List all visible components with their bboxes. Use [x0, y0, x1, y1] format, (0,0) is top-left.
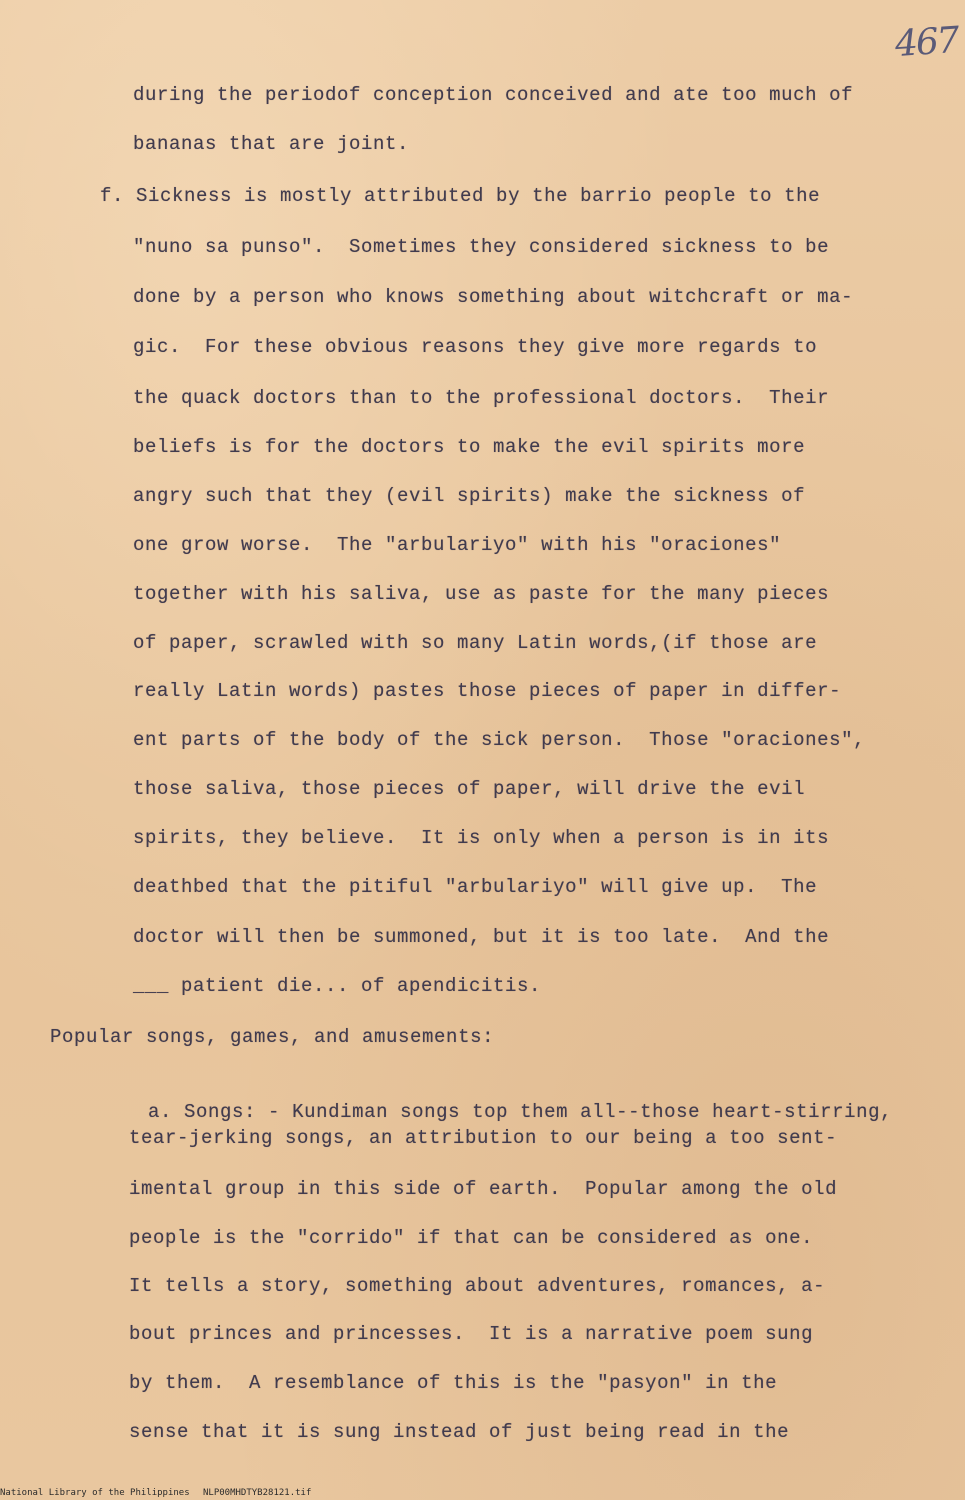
text-line: "nuno sa punso". Sometimes they considered sickness to be — [133, 236, 830, 258]
text-line: imental group in this side of earth. Popular among the old — [129, 1178, 838, 1200]
text-line: really Latin words) pastes those pieces of paper in differ- — [133, 680, 842, 702]
list-marker: a. — [148, 1101, 173, 1123]
text-line: doctor will then be summoned, but it is too late. And the — [133, 926, 830, 948]
text-line: by them. A resemblance of this is the "pasyon" in the — [129, 1372, 778, 1394]
handwritten-page-number: 467 — [893, 19, 960, 66]
text-line: ent parts of the body of the sick person. Those "oraciones", — [133, 729, 866, 751]
text-line: It tells a story, something about adventures, romances, a- — [129, 1275, 826, 1297]
text-line: during the periodof conception conceived and ate too much of — [133, 84, 854, 106]
text-line: done by a person who knows something about witchcraft or ma- — [133, 286, 854, 308]
text-line: spirits, they believe. It is only when a person is in its — [133, 827, 830, 849]
footer-filename: NLP00MHDTYB28121.tif — [203, 1488, 312, 1498]
text-line: the quack doctors than to the professional doctors. Their — [133, 387, 830, 409]
footer-library: National Library of the Philippines — [0, 1488, 190, 1498]
text-line: people is the "corrido" if that can be considered as one. — [129, 1227, 814, 1249]
text-line: f. Sickness is mostly attributed by the barrio people to the — [100, 185, 821, 207]
text-line: bananas that are joint. — [133, 133, 410, 155]
text-line: of paper, scrawled with so many Latin words,(if those are — [133, 632, 818, 654]
text-line: angry such that they (evil spirits) make the sickness of — [133, 485, 806, 507]
text-line: one grow worse. The "arbulariyo" with his "oraciones" — [133, 534, 782, 556]
text-line: together with his saliva, use as paste for the many pieces — [133, 583, 830, 605]
text-line: deathbed that the pitiful "arbulariyo" will give up. The — [133, 876, 818, 898]
text-line: gic. For these obvious reasons they give more regards to — [133, 336, 818, 358]
songs-paragraph-start: Songs: - Kundiman songs top them all--those heart-stirring, — [184, 1101, 893, 1123]
text-line: tear-jerking songs, an attribution to our being a too sent- — [129, 1127, 838, 1149]
section-heading: Popular songs, games, and amusements: — [50, 1026, 495, 1048]
text-line: bout princes and princesses. It is a narrative poem sung — [129, 1323, 814, 1345]
text-line: sense that it is sung instead of just being read in the — [129, 1421, 790, 1443]
text-line: those saliva, those pieces of paper, will drive the evil — [133, 778, 806, 800]
text-line: ___ patient die... of apendicitis. — [133, 975, 542, 997]
text-line: beliefs is for the doctors to make the evil spirits more — [133, 436, 806, 458]
